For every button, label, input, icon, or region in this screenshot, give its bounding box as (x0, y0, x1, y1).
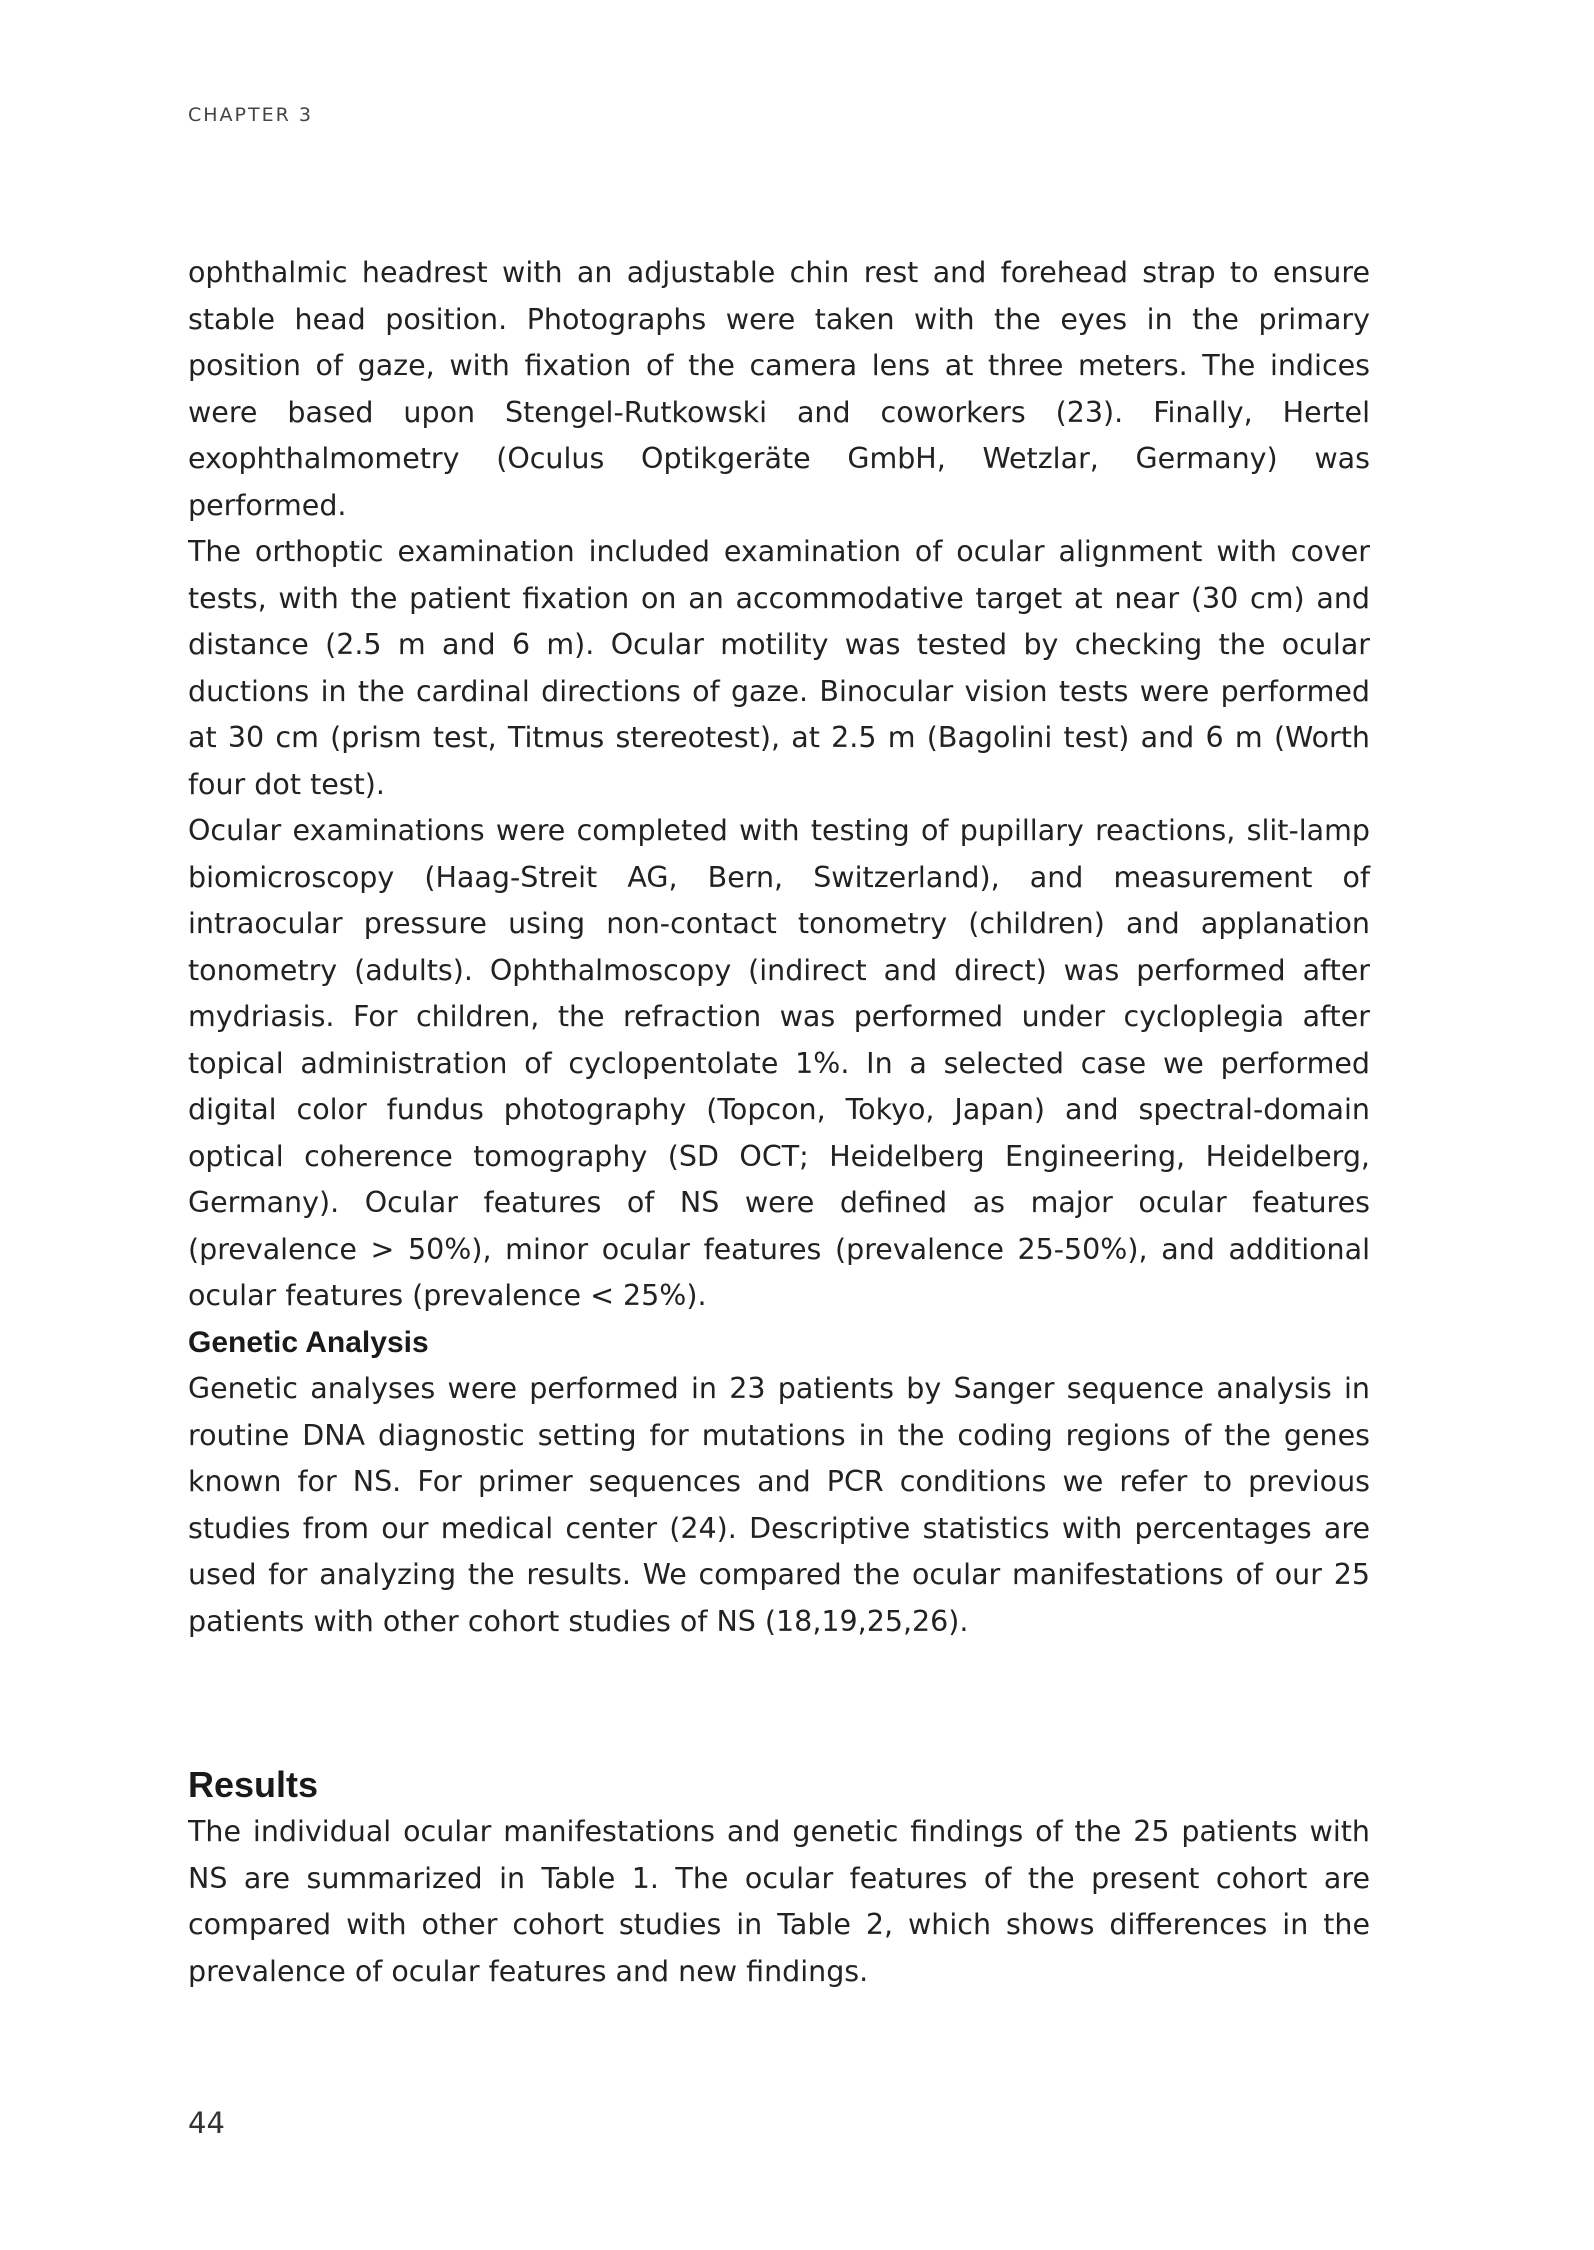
paragraph-headrest: ophthalmic headrest with an adjustable chin rest and forehead strap to ensure stable head position. Photographs were taken with the eyes in the primary position of gaze, with fixation of the camera lens at three meters. The indices were based upon Stengel-Rutkowski and coworkers (23). Finally, Hertel exophthalmometry (Oculus Optikgeräte GmbH, Wetzlar, Germany) was performed. (188, 256, 1370, 522)
subheading-genetic-analysis: Genetic Analysis (188, 1325, 429, 1359)
running-head: CHAPTER 3 (188, 104, 313, 126)
page-number: 44 (188, 2106, 225, 2140)
section-heading-results: Results (188, 1764, 319, 1805)
paragraph-results: The individual ocular manifestations and genetic findings of the 25 patients with NS are summarized in Table 1. The ocular features of the present cohort are compared with other cohort studies in Table 2, which shows differences in the prevalence of ocular features and new findings. (188, 1815, 1370, 1988)
paragraph-genetic-analysis: Genetic analyses were performed in 23 patients by Sanger sequence analysis in routine DNA diagnostic setting for mutations in the coding regions of the genes known for NS. For primer sequences and PCR conditions we refer to previous studies from our medical center (24). Descriptive statistics with percentages are used for analyzing the results. We compared the ocular manifestations of our 25 patients with other cohort studies of NS (18,19,25,26). (188, 1372, 1370, 1638)
paragraph-orthoptic: The orthoptic examination included examination of ocular alignment with cover tests, with the patient fixation on an accommodative target at near (30 cm) and distance (2.5 m and 6 m). Ocular motility was tested by checking the ocular ductions in the cardinal directions of gaze. Binocular vision tests were performed at 30 cm (prism test, Titmus stereotest), at 2.5 m (Bagolini test) and 6 m (Worth four dot test). (188, 535, 1370, 801)
page-content (188, 250, 1370, 1995)
paragraph-ocular-examinations: Ocular examinations were completed with testing of pupillary reactions, slit-lamp biomicroscopy (Haag-Streit AG, Bern, Switzerland), and measurement of intraocular pressure using non-contact tonometry (children) and applanation tonometry (adults). Ophthalmoscopy (indirect and direct) was performed after mydriasis. For children, the refraction was performed under cycloplegia after topical administration of cyclopentolate 1%. In a selected case we performed digital color fundus photography (Topcon, Tokyo, Japan) and spectral-domain optical coherence tomography (SD OCT; Heidelberg Engineering, Heidelberg, Germany). Ocular features of NS were defined as major ocular features (prevalence > 50%), minor ocular features (prevalence 25-50%), and additional ocular features (prevalence < 25%). (188, 814, 1370, 1312)
